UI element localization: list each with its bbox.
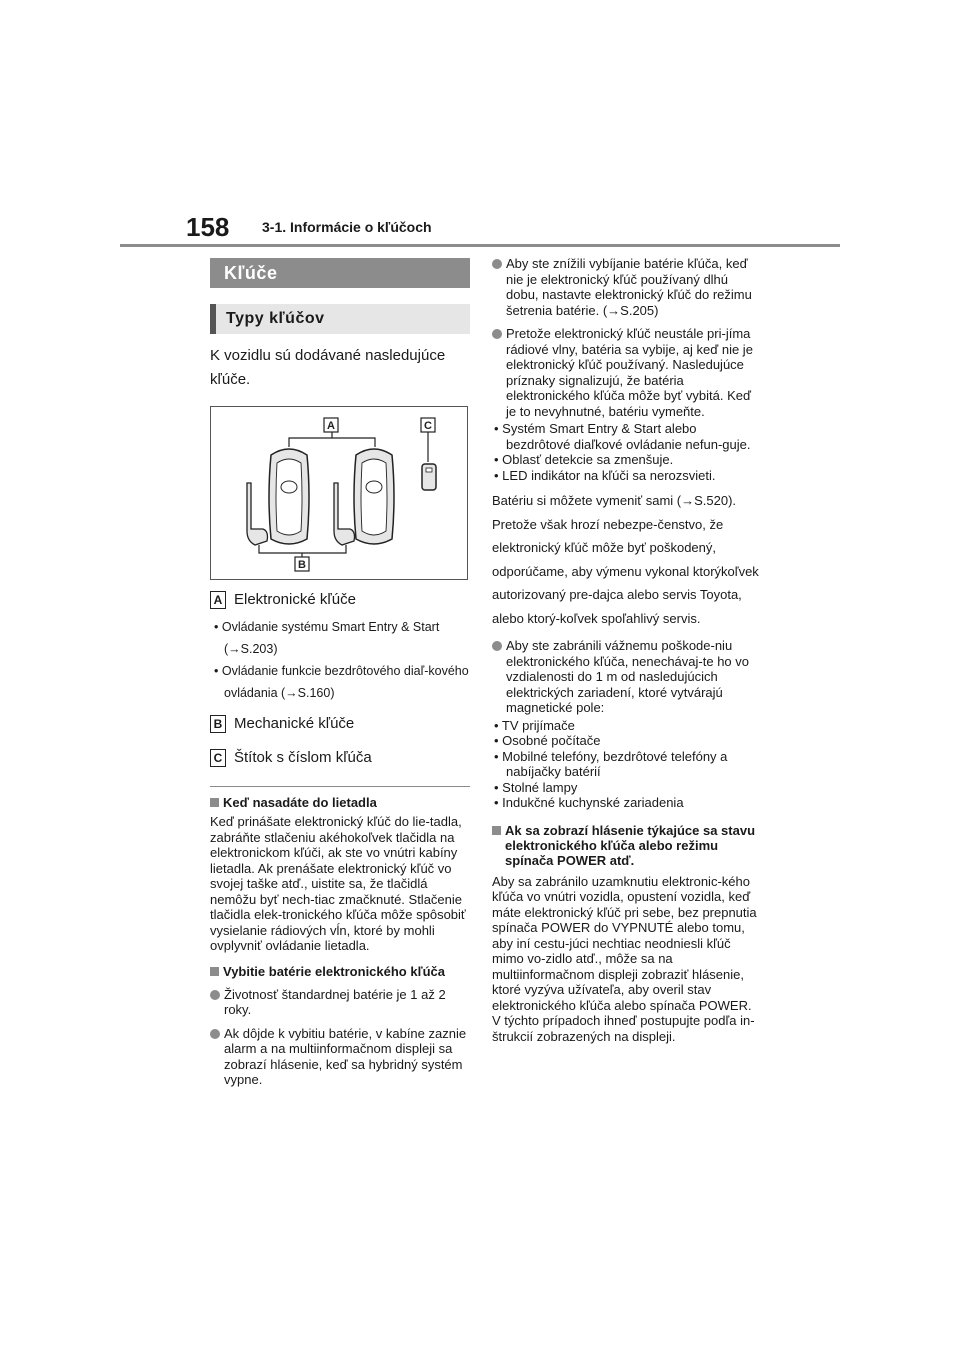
figure-label-b: B <box>298 559 306 571</box>
square-bullet-icon <box>492 826 501 835</box>
circle-bullet-icon <box>210 1029 220 1039</box>
symptom-item: • LED indikátor na kľúči sa nerozsvieti. <box>494 467 716 483</box>
figure-label-a: A <box>327 420 335 432</box>
battery-drain-item: Pretože elektronický kľúč neustále pri-jíma rádiové vlny, batéria sa vybije, aj keď nie je elektronický kľúč používaný. Nasledujúce príznaky signalizujú, že batéria elektronického kľúča môže byť vybitá. Keď je to nevyhnutné, batériu vymeňte. <box>492 326 760 419</box>
right-column <box>492 256 760 1044</box>
symptom-item: • Oblasť detekcie sa zmenšuje. <box>494 452 674 467</box>
symptom-list <box>492 421 760 483</box>
circle-bullet-icon <box>492 641 502 651</box>
battery-saving-item: Aby ste znížili vybíjanie batérie kľúča, keď nie je elektronický kľúč používaný dlhú dobu, nastavte elektronický kľúč do režimu šetrenia batérie. (→S.205) <box>492 256 760 318</box>
keys-figure <box>210 406 468 580</box>
device-item: • Stolné lampy <box>494 779 578 795</box>
circle-bullet-icon <box>492 259 502 269</box>
device-item: • Osobné počítače <box>494 733 601 748</box>
mechanical-key-left <box>247 483 268 545</box>
header-title: 3-1. Informácie o kľúčoch <box>262 219 432 235</box>
left-column <box>210 258 470 1088</box>
keys-illustration <box>211 407 467 579</box>
mechanical-key-right <box>334 483 355 545</box>
square-bullet-icon <box>210 967 219 976</box>
item-electronic-keys <box>210 590 470 610</box>
section-divider <box>210 786 470 787</box>
item-key-number-plate <box>210 748 470 768</box>
header-rule <box>120 244 840 247</box>
circle-bullet-icon <box>210 990 220 1000</box>
item-a-bullets <box>210 616 470 704</box>
note-airplane-heading: Keď nasadáte do lietadla <box>210 795 470 810</box>
note-message-heading: Ak sa zobrazí hlásenie týkajúce sa stavu elektronického kľúča alebo režimu spínača POWER atď. <box>492 823 760 868</box>
item-b-text: Mechanické kľúče <box>234 715 355 732</box>
intro-text: K vozidlu sú dodávané nasledujúce kľúče. <box>210 347 446 388</box>
figure-label-c: C <box>424 420 432 432</box>
item-a-text: Elektronické kľúče <box>234 591 356 608</box>
item-c-text: Štítok s číslom kľúča <box>234 749 372 766</box>
item-a-bullet-2: • Ovládanie funkcie bezdrôtového diaľ-kového ovládania (→S.160) <box>214 664 469 700</box>
item-a-bullet-1: • Ovládanie systému Smart Entry & Start (→S.203) <box>214 620 440 656</box>
note-message-text: Aby sa zabránilo uzamknutiu elektronic-kého kľúča vo vnútri vozidla, opustení vozidla, keď máte elektronický kľúč pri sebe, bez prepnutia spínača POWER do VYPNUTÉ alebo tomu, aby iní cestu-júci nechtiac neodniesli kľúč mimo vo-zidlo atď., môže sa na multiinformačnom displeji zobraziť hlásenie, ktoré vyzýva užívateľa, aby overil stav elektronického kľúča alebo spínača POWER. V týchto prípadoch ihneď postupujte podľa in-štrukcií zobrazených na displeji. <box>492 873 757 1044</box>
battery-replace-text: Batériu si môžete vymeniť sami (→S.520). Pretože však hrozí nebezpe-čenstvo, že elektronický kľúč môže byť poškodený, odporúčame, aby výmenu vykonal ktorýkoľvek autorizovaný pre-dajca alebo servis Toyota, alebo ktorý-koľvek spoľahlivý servis. <box>492 493 759 626</box>
device-item: • Mobilné telefóny, bezdrôtové telefóny a nabíjačky batérií <box>494 748 728 779</box>
page-number: 158 <box>186 212 230 242</box>
circle-bullet-icon <box>492 329 502 339</box>
note-battery-heading: Vybitie batérie elektronického kľúča <box>210 964 470 979</box>
magnetic-field-item: Aby ste zabránili vážnemu poškode-niu elektronického kľúča, nenechávaj-te ho vo vzdialenosti do 1 m od nasledujúcich elektrických zariadení, ktoré vytvárajú magnetické pole: <box>492 638 760 716</box>
device-item: • Indukčné kuchynské zariadenia <box>494 795 684 810</box>
square-bullet-icon <box>210 798 219 807</box>
item-mechanical-keys <box>210 714 470 734</box>
device-list <box>492 718 760 811</box>
subsection-heading: Typy kľúčov <box>210 304 470 334</box>
section-heading: Kľúče <box>210 258 470 288</box>
battery-life-item: Životnosť štandardnej batérie je 1 až 2 roky. <box>210 987 470 1018</box>
device-item: • TV prijímače <box>494 717 575 733</box>
note-airplane-text: Keď prinášate elektronický kľúč do lie-tadla, zabráňte stlačeniu akéhokoľvek tlačidla na elektronickom kľúči, ak ste vo vnútri kabíny lietadla. Ak prenášate elektronický kľúč vo svojej taške atď., uistite sa, že tlačidlá nemôžu byť nech-tiac zmačknuté. Stlačenie tlačidla elek-tronického kľúča môže spôsobiť vysielanie rádiových vĺn, ktoré by mohli ovplyvniť ovládanie lietadla. <box>210 814 466 953</box>
symptom-item: • Systém Smart Entry & Start alebo bezdrôtové diaľkové ovládanie nefun-guje. <box>494 421 751 452</box>
label-a: A <box>210 591 226 609</box>
label-c: C <box>210 749 226 767</box>
label-b: B <box>210 715 226 733</box>
battery-alarm-item: Ak dôjde k vybitiu batérie, v kabíne zaznie alarm a na multiinformačnom displeji sa zobrazí hlásenie, keď sa hybridný systém vypne. <box>210 1026 470 1088</box>
